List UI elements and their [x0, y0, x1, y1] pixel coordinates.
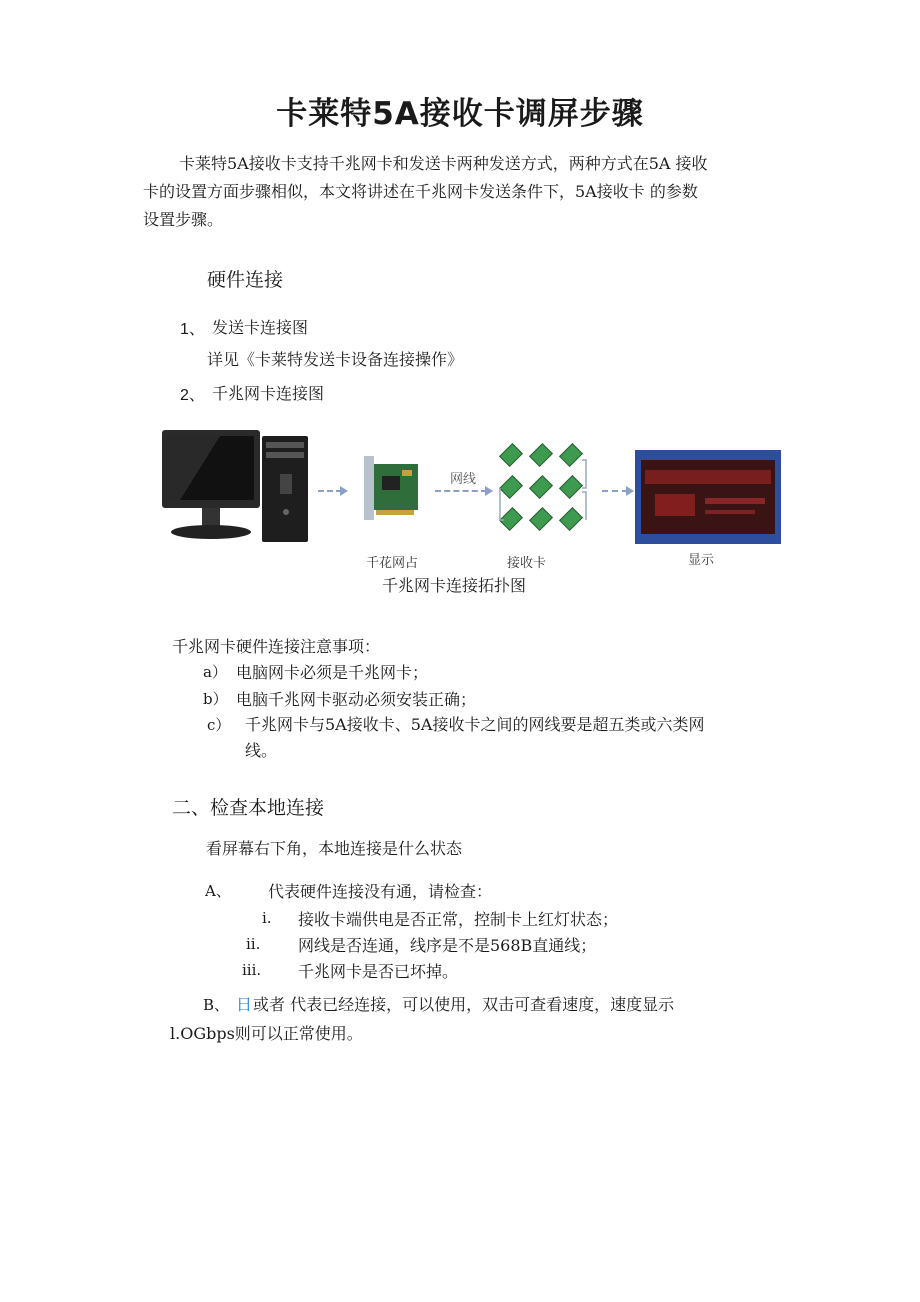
- intro-line-2: 卡的设置方面步骤相似，本文将讲述在千兆网卡发送条件下，5A接收卡 的参数: [143, 182, 698, 201]
- intro-line-3: 设置步骤。: [143, 210, 224, 229]
- intro-paragraph: [143, 150, 793, 234]
- note-b-text: 电脑千兆网卡驱动必须安装正确；: [236, 690, 477, 709]
- item-2-text: 千兆网卡连接图: [212, 384, 325, 403]
- case-b-text: 或者 代表已经连接，可以使用，双击可查看速度，速度显示: [253, 995, 675, 1014]
- page-title: 卡莱特5A接收卡调屏步骤: [276, 96, 644, 132]
- network-card-image: [360, 454, 422, 524]
- item-1-text: 发送卡连接图: [212, 318, 309, 337]
- item-1-number: 1、: [180, 321, 205, 338]
- arrow-computer-to-nic: [318, 490, 342, 492]
- label-display: 显示: [688, 553, 715, 568]
- check-i-label: i.: [262, 909, 272, 927]
- check-ii-text: 网线是否连通，线序是不是568B直通线；: [298, 936, 597, 955]
- check-ii-label: ii.: [246, 935, 261, 953]
- label-nic: 千花网占: [366, 556, 419, 571]
- arrow-receiver-to-display: [602, 490, 628, 492]
- receiver-cards-image: [498, 440, 588, 540]
- check-iii-text: 千兆网卡是否已坏掉。: [298, 962, 459, 981]
- computer-image: [150, 422, 320, 552]
- check-iii-label: iii.: [242, 961, 262, 979]
- led-display-image: [635, 450, 781, 544]
- cable-label: 网线: [450, 472, 477, 487]
- item-2-number: 2、: [180, 387, 205, 404]
- note-c-label: c）: [207, 716, 231, 734]
- check-i-text: 接收卡端供电是否正常，控制卡上红灯状态；: [298, 910, 619, 929]
- note-a-text: 电脑网卡必须是千兆网卡；: [236, 663, 429, 682]
- note-a-label: a）: [203, 663, 227, 681]
- notes-heading: 千兆网卡硬件连接注意事项：: [172, 637, 381, 656]
- case-b-text-2: l.OGbps则可以正常使用。: [170, 1024, 363, 1043]
- case-a-text: 代表硬件连接没有通，请检查：: [268, 882, 493, 901]
- section2-lead: 看屏幕右下角，本地连接是什么状态: [206, 839, 463, 858]
- arrow-nic-to-receiver: [435, 490, 487, 492]
- note-b-label: b）: [203, 690, 228, 708]
- label-receiver: 接收卡: [507, 556, 547, 571]
- note-c-text-1: 千兆网卡与5A接收卡、5A接收卡之间的网线要是超五类或六类网: [245, 715, 705, 734]
- section-heading-local-connection: 二、检查本地连接: [172, 797, 325, 819]
- intro-line-1: 卡莱特5A接收卡支持千兆网卡和发送卡两种发送方式，两种方式在5A 接收: [179, 154, 708, 173]
- item-1-detail: 详见《卡莱特发送卡设备连接操作》: [207, 350, 464, 369]
- case-b-label: B、: [203, 996, 230, 1014]
- note-c-text-2: 线。: [245, 741, 278, 760]
- figure-caption: 千兆网卡连接拓扑图: [382, 576, 527, 595]
- connected-icon: 日: [236, 995, 253, 1014]
- case-a-label: A、: [205, 882, 231, 900]
- section-heading-hardware: 硬件连接: [207, 269, 284, 291]
